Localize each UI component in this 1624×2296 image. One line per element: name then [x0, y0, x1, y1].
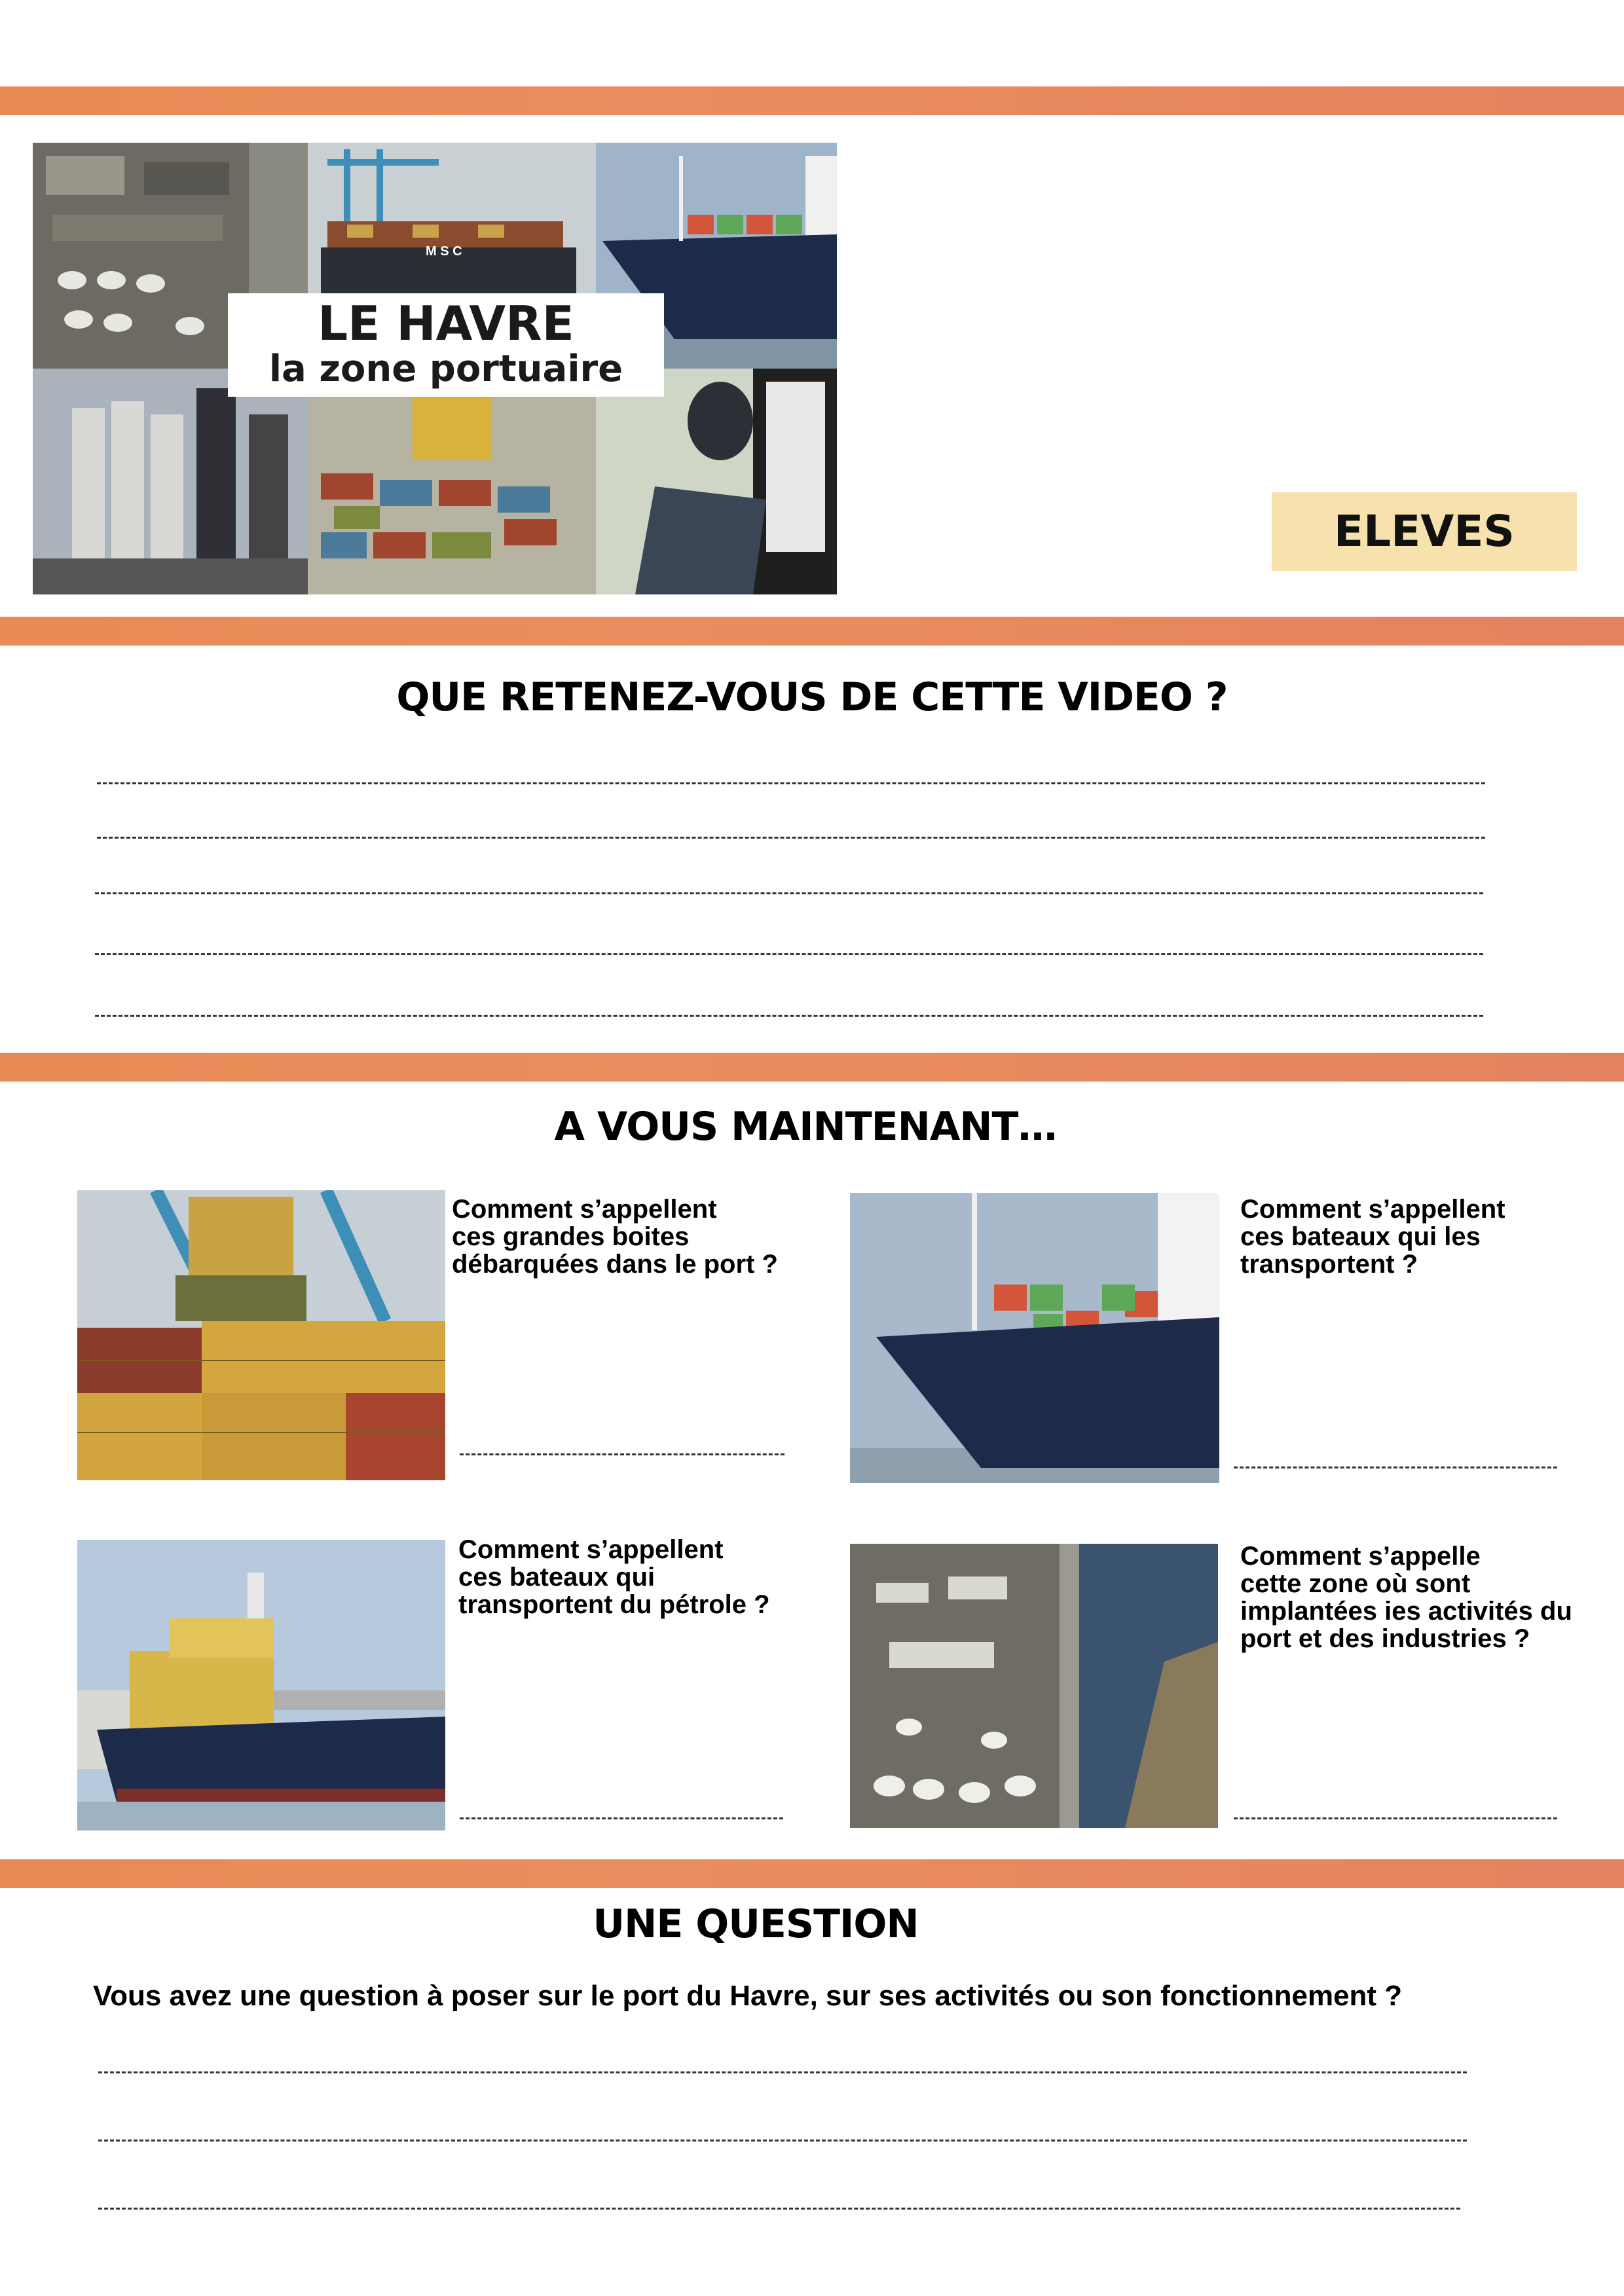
question-answer-line-3[interactable]: [98, 2208, 1460, 2210]
containers-crane-photo: [77, 1190, 445, 1480]
collage-silos-tile: [33, 369, 308, 594]
container-ship-photo: [850, 1193, 1219, 1483]
section-title-maintenant: A VOUS MAINTENANT…: [554, 1104, 1057, 1150]
audience-badge-label: ELEVES: [1334, 506, 1515, 556]
audience-badge: [1272, 492, 1577, 571]
section-band-retenir: [0, 617, 1624, 646]
question-2-answer-line[interactable]: [1234, 1467, 1557, 1468]
answer-line-2[interactable]: [97, 837, 1485, 839]
question-prompt: Vous avez une question à poser sur le port du Havre, sur ses activités ou son fonctionnement ?: [93, 1980, 1403, 2012]
answer-line-4[interactable]: [95, 953, 1483, 955]
video-title-line1: LE HAVRE: [318, 296, 574, 351]
question-1-answer-line[interactable]: [460, 1453, 784, 1455]
collage-operator-tile: [596, 369, 837, 594]
section-title-retenir: QUE RETENEZ-VOUS DE CETTE VIDEO ?: [396, 674, 1228, 720]
answer-line-1[interactable]: [97, 782, 1485, 784]
section-band-question: [0, 1859, 1624, 1888]
video-title-box: [228, 293, 664, 397]
question-4-text: Comment s’appelle cette zone où sont implantées ies activités du port et des industries ?: [1240, 1542, 1572, 1653]
oil-tanker-photo: [77, 1540, 445, 1831]
answer-line-3[interactable]: [95, 892, 1483, 894]
question-4-answer-line[interactable]: [1234, 1817, 1557, 1819]
question-answer-line-2[interactable]: [98, 2140, 1467, 2141]
question-answer-line-1[interactable]: [98, 2071, 1467, 2073]
question-3-text: Comment s’appellent ces bateaux qui transportent du pétrole ?: [458, 1535, 770, 1619]
answer-line-5[interactable]: [95, 1015, 1483, 1017]
collage-containers-tile: [308, 369, 596, 594]
question-1-text: Comment s’appellent ces grandes boites débarquées dans le port ?: [452, 1195, 778, 1279]
question-3-answer-line[interactable]: [460, 1817, 783, 1819]
svg-text:M S C: M S C: [426, 244, 462, 259]
section-title-question: UNE QUESTION: [593, 1901, 919, 1947]
section-band-maintenant: [0, 1053, 1624, 1082]
video-collage: [33, 143, 837, 594]
top-band: [0, 86, 1624, 115]
question-2-text: Comment s’appellent ces bateaux qui les transportent ?: [1240, 1195, 1505, 1279]
video-title-line2: la zone portuaire: [268, 348, 623, 390]
industrial-port-aerial-photo: [850, 1544, 1218, 1828]
